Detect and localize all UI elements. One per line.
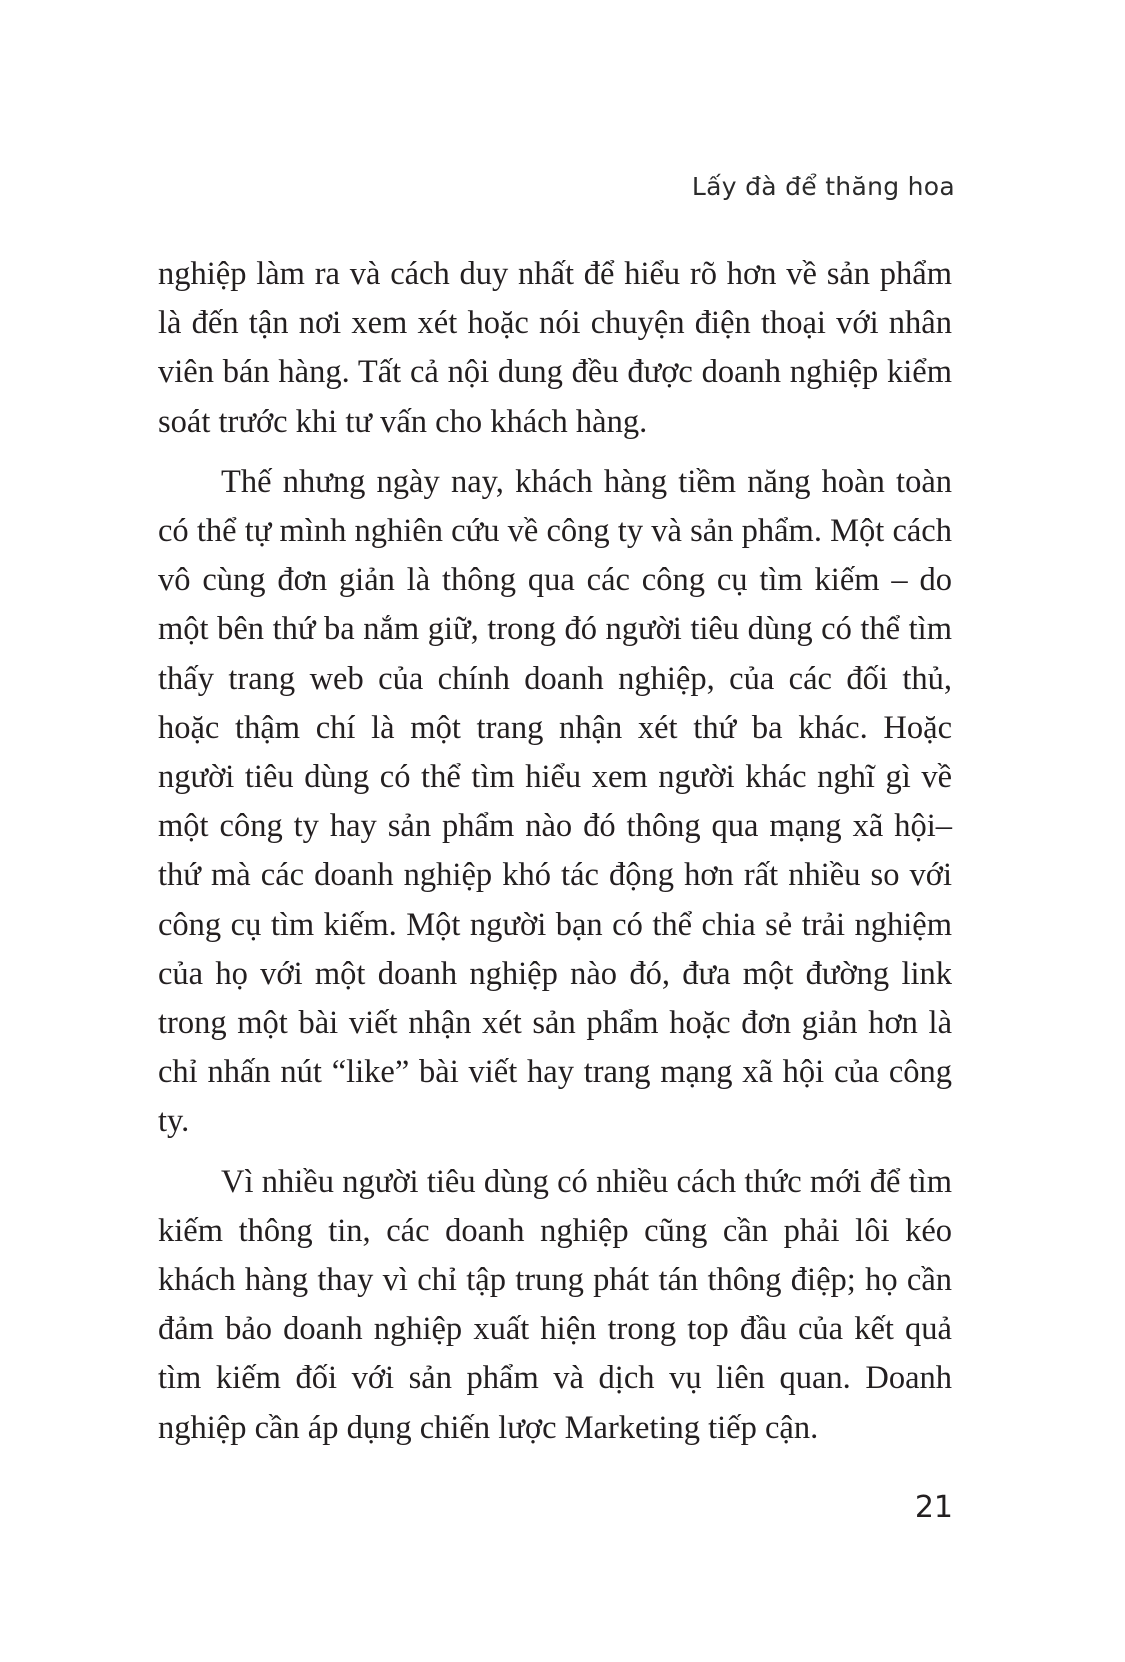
paragraph-inbound-marketing: Vì nhiều người tiêu dùng có nhiều cách thức mới để tìm kiếm thông tin, các doanh nghiệp cũng cần phải lôi kéo khách hàng thay vì chỉ tập trung phát tán thông điệp; họ cần đảm bảo doanh nghiệp xuất hiện trong top đầu của kết quả tìm kiếm đối với sản phẩm và dịch vụ liên quan. Doanh nghiệp cần áp dụng chiến lược Marketing tiếp cận. (158, 1163, 952, 1446)
page-number: 21 (914, 1490, 953, 1525)
body-text (158, 250, 952, 1464)
paragraph-continued: nghiệp làm ra và cách duy nhất để hiểu rõ hơn về sản phẩm là đến tận nơi xem xét hoặc nói chuyện điện thoại với nhân viên bán hàng. Tất cả nội dung đều được doanh nghiệp kiểm soát trước khi tư vấn cho khách hàng. (158, 256, 952, 440)
paragraph-search-research: Thế nhưng ngày nay, khách hàng tiềm năng hoàn toàn có thể tự mình nghiên cứu về công ty và sản phẩm. Một cách vô cùng đơn giản là thông qua các công cụ tìm kiếm – do một bên thứ ba nắm giữ, trong đó người tiêu dùng có thể tìm thấy trang web của chính doanh nghiệp, của các đối thủ, hoặc thậm chí là một trang nhận xét thứ ba khác. Hoặc người tiêu dùng có thể tìm hiểu xem người khác nghĩ gì về một công ty hay sản phẩm nào đó thông qua mạng xã hội– thứ mà các doanh nghiệp khó tác động hơn rất nhiều so với công cụ tìm kiếm. Một người bạn có thể chia sẻ trải nghiệm của họ với một doanh nghiệp nào đó, đưa một đường link trong một bài viết nhận xét sản phẩm hoặc đơn giản hơn là chỉ nhấn nút “like” bài viết hay trang mạng xã hội của công ty. (158, 463, 952, 1140)
running-header-title: Lấy đà để thăng hoa (691, 172, 955, 201)
